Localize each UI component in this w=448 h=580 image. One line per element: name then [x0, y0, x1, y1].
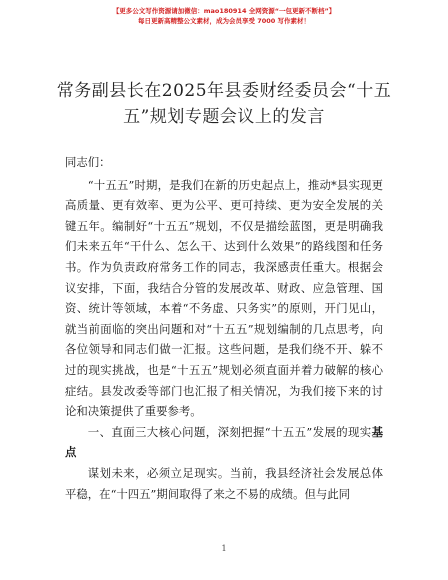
document-body [65, 152, 383, 504]
title-line-2: 五”规划专题会议上的发言 [123, 107, 325, 127]
section-heading-1 [65, 422, 383, 463]
section-heading-1-bold: 基点 [65, 424, 383, 460]
paragraph-section-1: 谋划未来，必须立足现实。当前，我县经济社会发展总体平稳，在“十四五”期间取得了来之不易的成绩。但与此同 [65, 465, 383, 501]
header-banner [0, 6, 448, 26]
document-title [40, 78, 408, 130]
salutation: 同志们： [65, 155, 111, 169]
banner-line-2: 每日更新高精整公文素材，成为会员享受 7000 写作素材！ [137, 17, 311, 25]
page-number: 1 [221, 544, 227, 553]
paragraph-intro: “十五五”时期，是我们在新的历史起点上，推动*县实现更高质量、更有效率、更为公平、更可持续、更为安全发展的关键五年。编制好“十五五”规划，不仅是描绘蓝图，更是明确我们未来五年“干什么、怎么干、达到什么效果”的路线图和任务书。作为负责政府常务工作的同志，我深感责任重大。根据会议安排，下面，我结合分管的发展改革、财政、应急管理、国资、统计等领域，本着“不务虚、只务实”的原则，开门见山，就当前面临的突出问题和对“十五五”规划编制的几点思考，向各位领导和同志们做一汇报。这些问题，是我们绕不开、躲不过的现实挑战，也是“十五五”规划必须直面并着力破解的核心症结。县发改委等部门也汇报了相关情况，为我们接下来的讨论和决策提供了重要参考。 [65, 177, 383, 419]
section-heading-1-text: 一、直面三大核心问题，深刻把握“十五五”发展的现实 [87, 424, 372, 439]
banner-line-1: 【更多公文写作资源请加微信：mao180914 全网资源“一包更新不断档”】 [112, 7, 336, 15]
title-line-1: 常务副县长在2025年县委财经委员会“十五 [56, 81, 392, 101]
